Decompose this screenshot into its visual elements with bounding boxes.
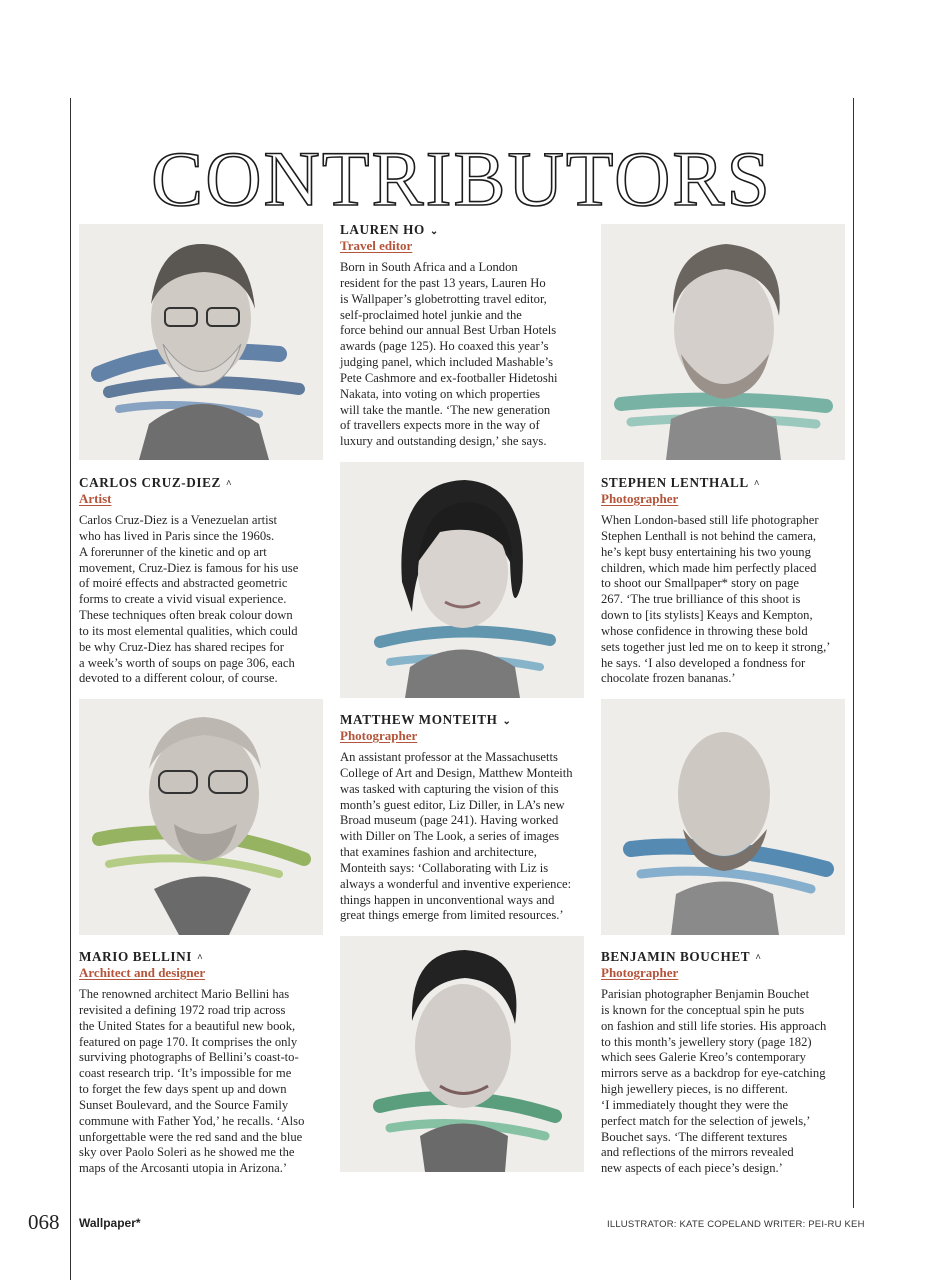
credits-line: ILLUSTRATOR: KATE COPELAND WRITER: PEI-RU KEH (607, 1219, 865, 1230)
contributor-role-mario-bellini: Architect and designer (79, 965, 206, 980)
publication-logo: Wallpaper* (79, 1216, 141, 1230)
right-rule (853, 98, 854, 1208)
contributor-name-stephen-lenthall: STEPHEN LENTHALL ^ (601, 475, 761, 490)
page-number: 068 (28, 1210, 60, 1234)
contributor-name-mario-bellini: MARIO BELLINI ^ (79, 949, 204, 964)
chevron-down-icon: ⌄ (502, 716, 512, 727)
contributor-role-carlos-cruz-diez: Artist (79, 491, 112, 506)
portrait-lauren-ho (340, 462, 584, 698)
contributor-name-lauren-ho: LAUREN HO ⌄ (340, 222, 439, 237)
portrait-benjamin-bouchet (601, 699, 845, 935)
chevron-up-icon: ^ (753, 479, 761, 490)
contributor-bio-stephen-lenthall: When London-based still life photographer Stephen Lenthall is not behind the camera, he’s kept busy entertaining his two young children, which made him perfectly placed to shoot our Smallpaper* story on page 267. ‘The true brilliance of this shoot is down to [its stylists] Keays and Kempton, whose confidence in throwing these bold sets together just led me on to keep it strong,’ he says. ‘I also developed a fondness for chocolate frozen bananas.’ (601, 513, 831, 686)
chevron-down-icon: ⌄ (429, 226, 439, 237)
page-title: CONTRIBUTORS (151, 135, 772, 223)
contributor-name-benjamin-bouchet: BENJAMIN BOUCHET ^ (601, 949, 762, 964)
portrait-mario-bellini (79, 699, 323, 935)
contributor-bio-mario-bellini: The renowned architect Mario Bellini has revisited a defining 1972 road trip across the United States for a beautiful new book, featured on page 170. It comprises the only surviving photographs of Bellini’s coast-to- coast research trip. ‘It’s impossible for me to forget the few days spent up and down Sunset Boulevard, and the Source Family commune with Father Yod,’ he recalls. ‘Also unforgettable were the red sand and the blue sky over Paolo Soleri as he showed me the maps of the Arcosanti utopia in Arizona.’ (79, 987, 305, 1176)
contributor-name-matthew-monteith: MATTHEW MONTEITH ⌄ (340, 712, 512, 727)
contributor-role-stephen-lenthall: Photographer (601, 491, 679, 506)
contributor-name-carlos-cruz-diez: CARLOS CRUZ-DIEZ ^ (79, 475, 233, 490)
chevron-up-icon: ^ (755, 953, 762, 964)
contributor-bio-benjamin-bouchet: Parisian photographer Benjamin Bouchet is known for the conceptual spin he puts on fashion and still life stories. His approach to this month’s jewellery story (page 182) which sees Galerie Kreo’s contemporary mirrors serve as a backdrop for eye-catching high jewellery pieces, is no different. ‘I immediately thought they were the perfect match for the selection of jewels,’ Bouchet says. ‘The different textures and reflections of the mirrors revealed new aspects of each piece’s design.’ (601, 987, 827, 1176)
contributor-role-benjamin-bouchet: Photographer (601, 965, 679, 980)
portrait-carlos-cruz-diez (79, 224, 323, 460)
portrait-stephen-lenthall (601, 224, 845, 460)
contributor-role-lauren-ho: Travel editor (340, 238, 413, 253)
contributor-bio-carlos-cruz-diez: Carlos Cruz-Diez is a Venezuelan artist who has lived in Paris since the 1960s. A forerunner of the kinetic and op art movement, Cruz-Diez is famous for his use of moiré effects and abstracted geometric forms to create a vivid visual experience. These techniques often break colour down to its most elemental qualities, which could be why Cruz-Diez has shared recipes for a week’s worth of soups on page 306, each devoted to a different colour, of course. (79, 513, 299, 686)
chevron-up-icon: ^ (196, 953, 204, 964)
left-rule (70, 98, 71, 1280)
contributor-bio-matthew-monteith: An assistant professor at the Massachusetts College of Art and Design, Matthew Monteith was tasked with capturing the vision of this month’s guest editor, Liz Diller, in LA’s new Broad museum (page 241). Having worked with Diller on The Look, a series of images that examines fashion and architecture, Monteith says: ‘Collaborating with Liz is always a wonderful and inventive experience: things happen in unconventional ways and great things emerge from limited resources.’ (340, 750, 573, 923)
portrait-matthew-monteith (340, 936, 584, 1172)
contributor-role-matthew-monteith: Photographer (340, 728, 418, 743)
contributor-bio-lauren-ho: Born in South Africa and a London resident for the past 13 years, Lauren Ho is Wallpaper’s globetrotting travel editor, self-proclaimed hotel junkie and the force behind our annual Best Urban Hotels awards (page 125). Ho coaxed this year’s judging panel, which included Mashable’s Pete Cashmore and ex-footballer Hidetoshi Nakata, into voting on which properties will take the mantle. ‘The new generation of travellers expects more in the way of luxury and outstanding design,’ she says. (340, 260, 558, 449)
chevron-up-icon: ^ (225, 479, 233, 490)
